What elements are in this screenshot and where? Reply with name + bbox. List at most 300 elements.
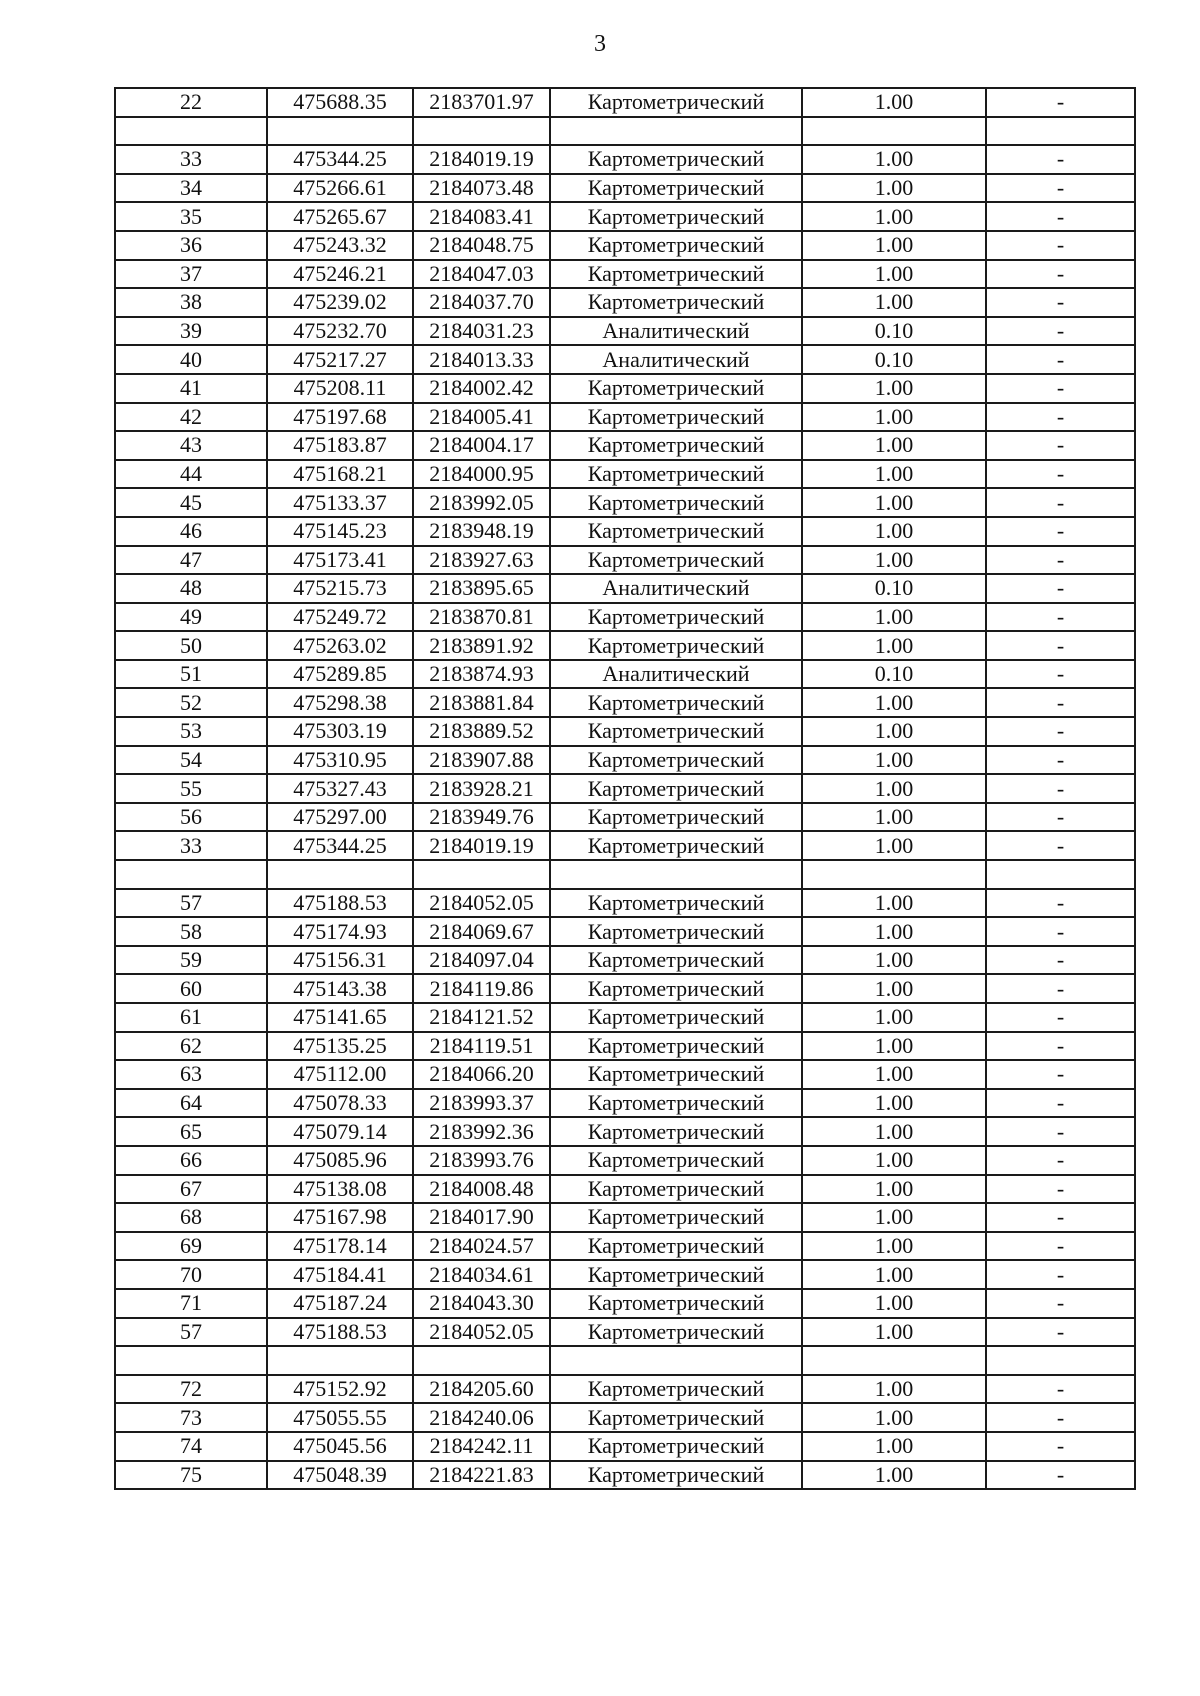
description-cell: - [986, 974, 1135, 1003]
accuracy-cell: 1.00 [802, 174, 986, 203]
y-coordinate-cell: 2183927.63 [413, 546, 550, 575]
y-coordinate-cell: 2184017.90 [413, 1203, 550, 1232]
point-number-cell: 33 [115, 145, 267, 174]
point-number-cell: 42 [115, 403, 267, 432]
method-cell: Картометрический [550, 403, 802, 432]
description-cell: - [986, 1403, 1135, 1432]
table-row [115, 889, 1135, 918]
table-row [115, 1461, 1135, 1490]
method-cell: Картометрический [550, 1117, 802, 1146]
table-row [115, 831, 1135, 860]
empty-method-cell [550, 117, 802, 146]
table-row [115, 1203, 1135, 1232]
point-number-cell: 43 [115, 431, 267, 460]
point-number-cell: 64 [115, 1089, 267, 1118]
table-row [115, 546, 1135, 575]
y-coordinate-cell: 2183874.93 [413, 660, 550, 689]
y-coordinate-cell: 2184242.11 [413, 1432, 550, 1461]
y-coordinate-cell: 2183889.52 [413, 717, 550, 746]
accuracy-cell: 1.00 [802, 1375, 986, 1404]
table-row [115, 717, 1135, 746]
description-cell: - [986, 1375, 1135, 1404]
x-coordinate-cell: 475310.95 [267, 746, 413, 775]
y-coordinate-cell: 2184119.86 [413, 974, 550, 1003]
y-coordinate-cell: 2184119.51 [413, 1032, 550, 1061]
method-cell: Картометрический [550, 260, 802, 289]
accuracy-cell: 1.00 [802, 631, 986, 660]
empty-y-coordinate-cell [413, 1346, 550, 1375]
accuracy-cell: 1.00 [802, 1089, 986, 1118]
table-row [115, 974, 1135, 1003]
point-number-cell: 35 [115, 202, 267, 231]
accuracy-cell: 1.00 [802, 1432, 986, 1461]
method-cell: Картометрический [550, 288, 802, 317]
method-cell: Картометрический [550, 631, 802, 660]
table-row [115, 431, 1135, 460]
method-cell: Картометрический [550, 746, 802, 775]
empty-accuracy-cell [802, 860, 986, 889]
method-cell: Картометрический [550, 202, 802, 231]
empty-point-number-cell [115, 860, 267, 889]
y-coordinate-cell: 2183891.92 [413, 631, 550, 660]
y-coordinate-cell: 2183993.37 [413, 1089, 550, 1118]
description-cell: - [986, 1461, 1135, 1490]
point-number-cell: 47 [115, 546, 267, 575]
point-number-cell: 53 [115, 717, 267, 746]
method-cell: Картометрический [550, 774, 802, 803]
table-row [115, 488, 1135, 517]
point-number-cell: 75 [115, 1461, 267, 1490]
description-cell: - [986, 574, 1135, 603]
point-number-cell: 58 [115, 917, 267, 946]
y-coordinate-cell: 2183992.05 [413, 488, 550, 517]
x-coordinate-cell: 475289.85 [267, 660, 413, 689]
y-coordinate-cell: 2184005.41 [413, 403, 550, 432]
accuracy-cell: 0.10 [802, 317, 986, 346]
description-cell: - [986, 688, 1135, 717]
description-cell: - [986, 145, 1135, 174]
empty-description-cell [986, 1346, 1135, 1375]
description-cell: - [986, 1432, 1135, 1461]
table-row [115, 345, 1135, 374]
y-coordinate-cell: 2183928.21 [413, 774, 550, 803]
y-coordinate-cell: 2184205.60 [413, 1375, 550, 1404]
point-number-cell: 66 [115, 1146, 267, 1175]
coordinates-table [114, 87, 1136, 1490]
table-row [115, 1003, 1135, 1032]
x-coordinate-cell: 475298.38 [267, 688, 413, 717]
empty-description-cell [986, 117, 1135, 146]
method-cell: Картометрический [550, 460, 802, 489]
description-cell: - [986, 488, 1135, 517]
point-number-cell: 37 [115, 260, 267, 289]
x-coordinate-cell: 475232.70 [267, 317, 413, 346]
y-coordinate-cell: 2184031.23 [413, 317, 550, 346]
description-cell: - [986, 546, 1135, 575]
empty-point-number-cell [115, 117, 267, 146]
y-coordinate-cell: 2183907.88 [413, 746, 550, 775]
x-coordinate-cell: 475344.25 [267, 145, 413, 174]
x-coordinate-cell: 475297.00 [267, 803, 413, 832]
point-number-cell: 52 [115, 688, 267, 717]
x-coordinate-cell: 475135.25 [267, 1032, 413, 1061]
x-coordinate-cell: 475303.19 [267, 717, 413, 746]
y-coordinate-cell: 2183949.76 [413, 803, 550, 832]
description-cell: - [986, 174, 1135, 203]
description-cell: - [986, 345, 1135, 374]
method-cell: Картометрический [550, 1203, 802, 1232]
accuracy-cell: 1.00 [802, 717, 986, 746]
accuracy-cell: 1.00 [802, 517, 986, 546]
x-coordinate-cell: 475239.02 [267, 288, 413, 317]
accuracy-cell: 1.00 [802, 202, 986, 231]
description-cell: - [986, 1232, 1135, 1261]
description-cell: - [986, 746, 1135, 775]
table-row [115, 1146, 1135, 1175]
accuracy-cell: 1.00 [802, 1175, 986, 1204]
y-coordinate-cell: 2183992.36 [413, 1117, 550, 1146]
description-cell: - [986, 88, 1135, 117]
accuracy-cell: 1.00 [802, 889, 986, 918]
table-row [115, 460, 1135, 489]
x-coordinate-cell: 475143.38 [267, 974, 413, 1003]
point-number-cell: 63 [115, 1060, 267, 1089]
y-coordinate-cell: 2184002.42 [413, 374, 550, 403]
description-cell: - [986, 717, 1135, 746]
coordinates-table-body [115, 88, 1135, 1489]
method-cell: Аналитический [550, 317, 802, 346]
description-cell: - [986, 517, 1135, 546]
point-number-cell: 50 [115, 631, 267, 660]
y-coordinate-cell: 2184008.48 [413, 1175, 550, 1204]
table-row [115, 231, 1135, 260]
description-cell: - [986, 403, 1135, 432]
separator-row [115, 117, 1135, 146]
x-coordinate-cell: 475152.92 [267, 1375, 413, 1404]
y-coordinate-cell: 2184066.20 [413, 1060, 550, 1089]
point-number-cell: 57 [115, 889, 267, 918]
y-coordinate-cell: 2184240.06 [413, 1403, 550, 1432]
description-cell: - [986, 1203, 1135, 1232]
method-cell: Картометрический [550, 174, 802, 203]
method-cell: Картометрический [550, 1318, 802, 1347]
y-coordinate-cell: 2183881.84 [413, 688, 550, 717]
point-number-cell: 69 [115, 1232, 267, 1261]
description-cell: - [986, 774, 1135, 803]
y-coordinate-cell: 2184069.67 [413, 917, 550, 946]
point-number-cell: 60 [115, 974, 267, 1003]
description-cell: - [986, 946, 1135, 975]
y-coordinate-cell: 2184037.70 [413, 288, 550, 317]
empty-accuracy-cell [802, 117, 986, 146]
x-coordinate-cell: 475208.11 [267, 374, 413, 403]
accuracy-cell: 1.00 [802, 260, 986, 289]
method-cell: Картометрический [550, 946, 802, 975]
y-coordinate-cell: 2184013.33 [413, 345, 550, 374]
table-row [115, 631, 1135, 660]
x-coordinate-cell: 475167.98 [267, 1203, 413, 1232]
point-number-cell: 68 [115, 1203, 267, 1232]
method-cell: Картометрический [550, 88, 802, 117]
accuracy-cell: 1.00 [802, 1260, 986, 1289]
method-cell: Картометрический [550, 1461, 802, 1490]
point-number-cell: 40 [115, 345, 267, 374]
y-coordinate-cell: 2184004.17 [413, 431, 550, 460]
x-coordinate-cell: 475174.93 [267, 917, 413, 946]
point-number-cell: 56 [115, 803, 267, 832]
y-coordinate-cell: 2183701.97 [413, 88, 550, 117]
point-number-cell: 49 [115, 603, 267, 632]
accuracy-cell: 1.00 [802, 974, 986, 1003]
y-coordinate-cell: 2183895.65 [413, 574, 550, 603]
empty-y-coordinate-cell [413, 117, 550, 146]
method-cell: Картометрический [550, 145, 802, 174]
x-coordinate-cell: 475183.87 [267, 431, 413, 460]
x-coordinate-cell: 475112.00 [267, 1060, 413, 1089]
x-coordinate-cell: 475197.68 [267, 403, 413, 432]
point-number-cell: 54 [115, 746, 267, 775]
table-row [115, 1260, 1135, 1289]
point-number-cell: 73 [115, 1403, 267, 1432]
accuracy-cell: 0.10 [802, 574, 986, 603]
page-number: 3 [594, 31, 606, 57]
x-coordinate-cell: 475215.73 [267, 574, 413, 603]
x-coordinate-cell: 475055.55 [267, 1403, 413, 1432]
accuracy-cell: 1.00 [802, 831, 986, 860]
table-row [115, 574, 1135, 603]
point-number-cell: 62 [115, 1032, 267, 1061]
table-row [115, 688, 1135, 717]
x-coordinate-cell: 475156.31 [267, 946, 413, 975]
table-row [115, 145, 1135, 174]
accuracy-cell: 1.00 [802, 1032, 986, 1061]
description-cell: - [986, 288, 1135, 317]
y-coordinate-cell: 2184221.83 [413, 1461, 550, 1490]
y-coordinate-cell: 2184048.75 [413, 231, 550, 260]
accuracy-cell: 1.00 [802, 603, 986, 632]
x-coordinate-cell: 475327.43 [267, 774, 413, 803]
accuracy-cell: 1.00 [802, 1003, 986, 1032]
accuracy-cell: 1.00 [802, 403, 986, 432]
point-number-cell: 71 [115, 1289, 267, 1318]
x-coordinate-cell: 475184.41 [267, 1260, 413, 1289]
accuracy-cell: 1.00 [802, 746, 986, 775]
accuracy-cell: 1.00 [802, 231, 986, 260]
description-cell: - [986, 917, 1135, 946]
accuracy-cell: 0.10 [802, 660, 986, 689]
description-cell: - [986, 431, 1135, 460]
accuracy-cell: 1.00 [802, 1318, 986, 1347]
method-cell: Картометрический [550, 889, 802, 918]
table-row [115, 660, 1135, 689]
point-number-cell: 34 [115, 174, 267, 203]
y-coordinate-cell: 2184121.52 [413, 1003, 550, 1032]
x-coordinate-cell: 475145.23 [267, 517, 413, 546]
method-cell: Картометрический [550, 831, 802, 860]
description-cell: - [986, 631, 1135, 660]
accuracy-cell: 1.00 [802, 1461, 986, 1490]
table-row [115, 88, 1135, 117]
description-cell: - [986, 1117, 1135, 1146]
point-number-cell: 39 [115, 317, 267, 346]
point-number-cell: 51 [115, 660, 267, 689]
description-cell: - [986, 889, 1135, 918]
table-row [115, 1175, 1135, 1204]
point-number-cell: 33 [115, 831, 267, 860]
separator-row [115, 1346, 1135, 1375]
method-cell: Картометрический [550, 1003, 802, 1032]
method-cell: Картометрический [550, 974, 802, 1003]
method-cell: Картометрический [550, 688, 802, 717]
table-row [115, 946, 1135, 975]
method-cell: Картометрический [550, 431, 802, 460]
empty-point-number-cell [115, 1346, 267, 1375]
point-number-cell: 38 [115, 288, 267, 317]
description-cell: - [986, 231, 1135, 260]
point-number-cell: 57 [115, 1318, 267, 1347]
description-cell: - [986, 1289, 1135, 1318]
empty-x-coordinate-cell [267, 860, 413, 889]
method-cell: Картометрический [550, 603, 802, 632]
accuracy-cell: 1.00 [802, 688, 986, 717]
point-number-cell: 36 [115, 231, 267, 260]
accuracy-cell: 1.00 [802, 460, 986, 489]
y-coordinate-cell: 2184083.41 [413, 202, 550, 231]
method-cell: Картометрический [550, 1089, 802, 1118]
point-number-cell: 45 [115, 488, 267, 517]
description-cell: - [986, 803, 1135, 832]
point-number-cell: 55 [115, 774, 267, 803]
x-coordinate-cell: 475688.35 [267, 88, 413, 117]
accuracy-cell: 1.00 [802, 88, 986, 117]
empty-method-cell [550, 860, 802, 889]
x-coordinate-cell: 475344.25 [267, 831, 413, 860]
accuracy-cell: 1.00 [802, 1146, 986, 1175]
table-row [115, 1117, 1135, 1146]
y-coordinate-cell: 2183948.19 [413, 517, 550, 546]
x-coordinate-cell: 475188.53 [267, 1318, 413, 1347]
description-cell: - [986, 1003, 1135, 1032]
empty-method-cell [550, 1346, 802, 1375]
accuracy-cell: 1.00 [802, 488, 986, 517]
method-cell: Аналитический [550, 345, 802, 374]
description-cell: - [986, 1318, 1135, 1347]
table-row [115, 374, 1135, 403]
empty-x-coordinate-cell [267, 1346, 413, 1375]
accuracy-cell: 1.00 [802, 946, 986, 975]
separator-row [115, 860, 1135, 889]
table-row [115, 774, 1135, 803]
method-cell: Картометрический [550, 1232, 802, 1261]
accuracy-cell: 1.00 [802, 1403, 986, 1432]
description-cell: - [986, 260, 1135, 289]
y-coordinate-cell: 2184097.04 [413, 946, 550, 975]
table-row [115, 803, 1135, 832]
y-coordinate-cell: 2184034.61 [413, 1260, 550, 1289]
point-number-cell: 61 [115, 1003, 267, 1032]
table-row [115, 1060, 1135, 1089]
accuracy-cell: 1.00 [802, 431, 986, 460]
method-cell: Картометрический [550, 1403, 802, 1432]
table-row [115, 517, 1135, 546]
method-cell: Картометрический [550, 917, 802, 946]
x-coordinate-cell: 475078.33 [267, 1089, 413, 1118]
accuracy-cell: 1.00 [802, 288, 986, 317]
accuracy-cell: 1.00 [802, 1203, 986, 1232]
table-row [115, 317, 1135, 346]
accuracy-cell: 1.00 [802, 1289, 986, 1318]
point-number-cell: 72 [115, 1375, 267, 1404]
x-coordinate-cell: 475085.96 [267, 1146, 413, 1175]
method-cell: Картометрический [550, 717, 802, 746]
method-cell: Картометрический [550, 488, 802, 517]
table-row [115, 917, 1135, 946]
point-number-cell: 48 [115, 574, 267, 603]
description-cell: - [986, 1032, 1135, 1061]
table-row [115, 1089, 1135, 1118]
y-coordinate-cell: 2184073.48 [413, 174, 550, 203]
method-cell: Картометрический [550, 1260, 802, 1289]
y-coordinate-cell: 2184019.19 [413, 831, 550, 860]
x-coordinate-cell: 475173.41 [267, 546, 413, 575]
y-coordinate-cell: 2184052.05 [413, 1318, 550, 1347]
x-coordinate-cell: 475249.72 [267, 603, 413, 632]
accuracy-cell: 1.00 [802, 145, 986, 174]
description-cell: - [986, 660, 1135, 689]
table-row [115, 603, 1135, 632]
empty-accuracy-cell [802, 1346, 986, 1375]
description-cell: - [986, 1260, 1135, 1289]
point-number-cell: 44 [115, 460, 267, 489]
method-cell: Картометрический [550, 1175, 802, 1204]
point-number-cell: 74 [115, 1432, 267, 1461]
table-row [115, 202, 1135, 231]
point-number-cell: 65 [115, 1117, 267, 1146]
point-number-cell: 59 [115, 946, 267, 975]
table-row [115, 260, 1135, 289]
y-coordinate-cell: 2184000.95 [413, 460, 550, 489]
table-row [115, 1403, 1135, 1432]
accuracy-cell: 1.00 [802, 803, 986, 832]
point-number-cell: 46 [115, 517, 267, 546]
method-cell: Картометрический [550, 1375, 802, 1404]
accuracy-cell: 1.00 [802, 1060, 986, 1089]
x-coordinate-cell: 475138.08 [267, 1175, 413, 1204]
accuracy-cell: 1.00 [802, 774, 986, 803]
method-cell: Картометрический [550, 803, 802, 832]
accuracy-cell: 1.00 [802, 546, 986, 575]
description-cell: - [986, 603, 1135, 632]
table-row [115, 1032, 1135, 1061]
accuracy-cell: 0.10 [802, 345, 986, 374]
table-row [115, 1232, 1135, 1261]
table-row [115, 288, 1135, 317]
method-cell: Картометрический [550, 1289, 802, 1318]
x-coordinate-cell: 475217.27 [267, 345, 413, 374]
accuracy-cell: 1.00 [802, 374, 986, 403]
accuracy-cell: 1.00 [802, 1117, 986, 1146]
y-coordinate-cell: 2184047.03 [413, 260, 550, 289]
point-number-cell: 22 [115, 88, 267, 117]
x-coordinate-cell: 475246.21 [267, 260, 413, 289]
empty-x-coordinate-cell [267, 117, 413, 146]
table-row [115, 1318, 1135, 1347]
x-coordinate-cell: 475079.14 [267, 1117, 413, 1146]
y-coordinate-cell: 2184024.57 [413, 1232, 550, 1261]
description-cell: - [986, 1175, 1135, 1204]
description-cell: - [986, 831, 1135, 860]
x-coordinate-cell: 475178.14 [267, 1232, 413, 1261]
